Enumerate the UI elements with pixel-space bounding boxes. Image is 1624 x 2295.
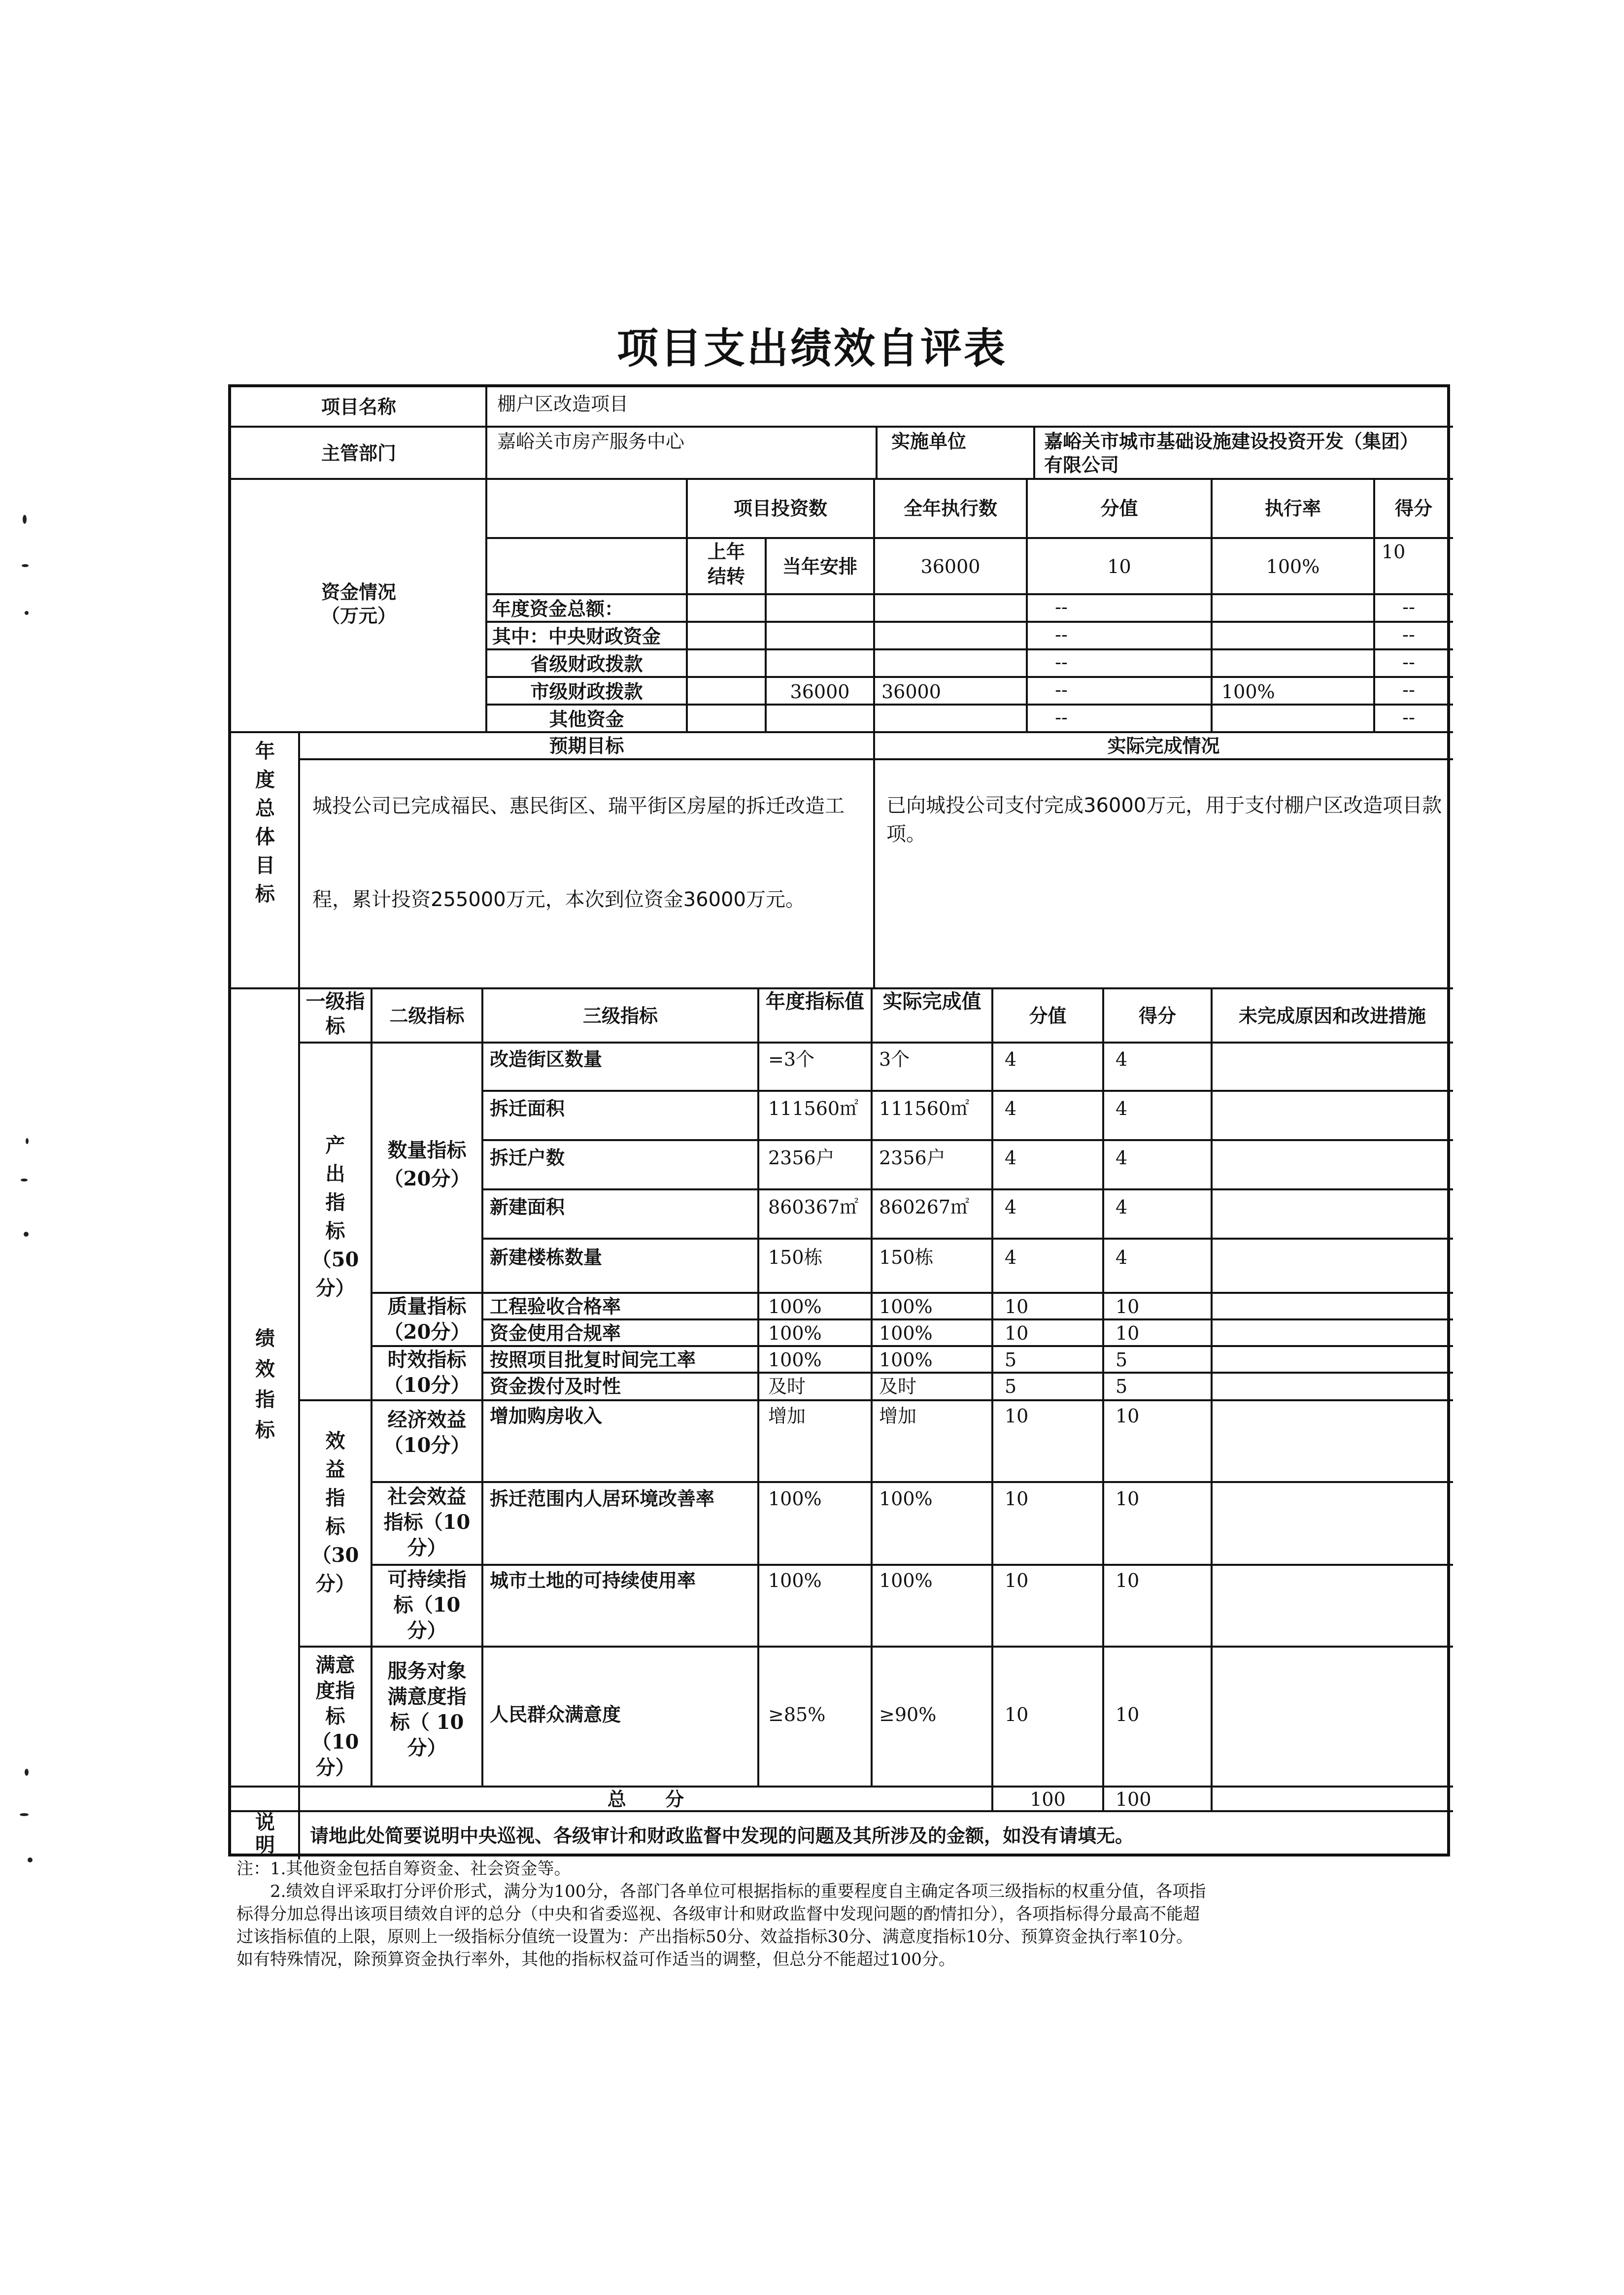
quality-indicator: 质量指标 （20分） <box>383 1295 471 1344</box>
funds-row-dash: -- <box>1055 651 1068 673</box>
exec-header: 全年执行数 <box>903 497 997 519</box>
satisfaction-indicator-label: 满意 度指 标 （10 分） <box>311 1654 359 1779</box>
footnote-line: 注：1.其他资金包括自筹资金、社会资金等。 <box>237 1859 571 1879</box>
funds-row-label: 市级财政拨款 <box>530 680 643 703</box>
funds-row-dash: -- <box>1402 651 1415 673</box>
score-header: 得分 <box>1394 497 1432 519</box>
unit-value-line2: 有限公司 <box>1044 454 1119 476</box>
output-indicator-label: 产 出 指 标 （50 分） <box>311 1134 359 1300</box>
score-col-header: 得分 <box>1138 1005 1176 1027</box>
project-name-label: 项目名称 <box>321 396 396 418</box>
benefit-indicator-label: 效 益 指 标 （30 分） <box>311 1429 359 1595</box>
perf-side-label: 绩 效 指 标 <box>255 1327 275 1442</box>
scan-speck <box>23 515 27 524</box>
footnote-line: 标得分加总得出该项目绩效自评的总分（中央和省委巡视、各级审计和财政监督中发现问题的酌情扣分），各项指标得分最高不能超 <box>237 1904 1200 1924</box>
actual-header: 实际完成值 <box>882 990 981 1013</box>
scan-speck <box>22 564 29 567</box>
summary-exec: 36000 <box>920 556 981 577</box>
dept-label: 主管部门 <box>321 442 396 464</box>
exec-rate-header: 执行率 <box>1264 497 1321 519</box>
funds-row-rate: 100% <box>1221 681 1275 703</box>
funds-row-exec: 36000 <box>881 681 941 703</box>
funds-row-label: 其他资金 <box>549 708 624 730</box>
dept-value: 嘉峪关市房产服务中心 <box>497 431 685 452</box>
timeliness-indicator: 时效指标 （10分） <box>383 1348 471 1397</box>
explain-label: 说 明 <box>255 1811 275 1856</box>
summary-score: 10 <box>1382 541 1406 563</box>
total-score: 100 <box>1116 1789 1151 1810</box>
funds-row-label: 省级财政拨款 <box>530 653 643 675</box>
this-year-header: 当年安排 <box>782 555 857 577</box>
total-label: 总 分 <box>607 1788 684 1810</box>
summary-exec-rate: 100% <box>1266 556 1320 577</box>
quantity-indicator: 数量指标 （20分） <box>383 1139 471 1190</box>
project-name-value: 棚户区改造项目 <box>497 393 629 415</box>
actual-status-header: 实际完成情况 <box>1107 735 1220 757</box>
funds-row-dash: -- <box>1402 679 1415 701</box>
scan-speck <box>26 1138 29 1144</box>
funds-row-dash: -- <box>1055 596 1068 618</box>
target-header: 年度指标值 <box>766 990 864 1013</box>
explain-text: 请地此处简要说明中央巡视、各级审计和财政监督中发现的问题及其所涉及的金额，如没有请填无。 <box>310 1824 1134 1847</box>
score-value-header: 分值 <box>1100 497 1138 519</box>
scan-speck <box>21 1179 28 1181</box>
funds-row-dash: -- <box>1402 707 1415 728</box>
funds-row-label: 年度资金总额： <box>492 598 624 620</box>
footnote-line: 如有特殊情况，除预算资金执行率外，其他的指标权益可作适当的调整，但总分不能超过100分。 <box>237 1950 955 1969</box>
social-benefit-indicator: 社会效益 指标（10 分） <box>383 1485 471 1559</box>
goals-side-label: 年 度 总 体 目 标 <box>255 740 275 906</box>
funds-row-dash: -- <box>1055 707 1068 728</box>
reason-col-header: 未完成原因和改进措施 <box>1238 1005 1426 1027</box>
funds-label: 资金情况 <box>321 581 396 603</box>
total-value: 100 <box>1030 1789 1066 1810</box>
invest-header: 项目投资数 <box>733 497 827 519</box>
sustainable-indicator: 可持续指 标（10 分） <box>387 1568 467 1642</box>
scan-speck <box>25 611 29 615</box>
footnote-line: 过该指标值的上限，原则上一级指标分值统一设置为：产出指标50分、效益指标30分、满意度指标10分、预算资金执行率10分。 <box>237 1927 1193 1947</box>
funds-row-label: 其中：中央财政资金 <box>492 625 661 647</box>
scan-speck <box>28 1857 33 1862</box>
last-year-header-2: 结转 <box>707 565 745 587</box>
economic-benefit-indicator: 经济效益 （10分） <box>383 1408 471 1457</box>
scan-speck <box>25 1769 29 1776</box>
funds-row-dash: -- <box>1402 596 1415 618</box>
page-title: 项目支出绩效自评表 <box>616 324 1007 372</box>
funds-row-dash: -- <box>1402 624 1415 645</box>
expected-goal-text: 城投公司已完成福民、惠民街区、瑞平街区房屋的拆迁改造工程，累计投资255000万元，本次到位资金36000万元。 <box>312 795 845 911</box>
footnote-line: 2.绩效自评采取打分评价形式，满分为100分，各部门各单位可根据指标的重要程度自主确定各项三级指标的权重分值，各项指 <box>237 1882 1206 1901</box>
footnotes <box>237 1857 1439 1971</box>
level3-header: 三级指标 <box>582 1005 658 1027</box>
unit-value-line1: 嘉峪关市城市基础设施建设投资开发（集团） <box>1044 430 1419 452</box>
scan-speck <box>20 1813 29 1816</box>
funds-row-dash: -- <box>1055 679 1068 701</box>
service-satisfaction-indicator: 服务对象 满意度指 标（ 10 分） <box>387 1659 467 1759</box>
score-value-col-header: 分值 <box>1029 1005 1067 1027</box>
last-year-header-1: 上年 <box>707 540 745 563</box>
unit-label: 实施单位 <box>891 430 967 452</box>
funds-row-dash: -- <box>1055 624 1068 645</box>
summary-score-value: 10 <box>1107 556 1131 577</box>
evaluation-table: 项目名称 棚户区改造项目 主管部门 嘉峪关市房产服务中心 实施单位 嘉峪关市城市基础设施建设投资开发（集团） 有限公司 资金情况 （万元） 项目投资数 全年执行数 分值 执行率 得分 上年 结转 当年安排 36000 10 100% 10 年度资金总额： -- -- 其中：中央财政资金 -- -- 省级财政拨款 -- -- 市级财政拨款 36000 36000 -- 100% -- 其他资金 -- -- 年 度 总 体 目 标 预期目标 实际完成情况 城投公司已完成福民、惠民街区、瑞平街区房屋的拆迁改造工程，累计投资255000万元，本次到位资金36000万元。 已向城投公司支付完成36000万元，用于支付棚户区改造项目款项。 绩 效 指 标 一级指标 二级指标 三级指标 年度指标值 实际完成值 分值 得分 未完成原因和改进措施 产 出 指 标 （50 分） 效 益 指 标 （30 分） 满意 度指 标 （10 分） 数量指标 （20分） 质量指标 （20分） 时效指标 （10分） 经济效益 （10分） 社会效益 指标（10 分） 可持续指 标（10 分） 服务对象 满意度指 标（ 10 分） 改造街区数量 =3个 3个 4 4 拆迁面积 111560㎡ 111560㎡ 4 4 拆迁户数 2356户 2356户 4 4 新建面积 860367㎡ 860267㎡ 4 4 新建楼栋数量 150栋 150栋 4 4 工程验收合格率 100% 100% 10 10 资金使用合规率 100% 100% 10 10 按照项目批复时间完工率 100% 100% 5 5 资金拨付及时性 及时 及时 5 5 增加购房收入 增加 增加 10 10 拆迁范围内人居环境改善率 100% 100% 10 10 城市土地的可持续使用率 100% 100% 10 10 人民群众满意度 ≥85% ≥90% 10 10 总 分 100 100 说 明 请地此处简要说明中央巡视、各级审计和财政监督中发现的问题及其所涉及的金额，如没有请填无。 <box>228 384 1450 1856</box>
level2-header: 二级指标 <box>389 1005 465 1027</box>
actual-status-text: 已向城投公司支付完成36000万元，用于支付棚户区改造项目款项。 <box>886 794 1442 845</box>
funds-unit-label: （万元） <box>321 605 396 627</box>
scan-speck <box>24 1232 29 1237</box>
expected-goal-header: 预期目标 <box>549 735 624 757</box>
funds-row-this-year: 36000 <box>790 681 850 703</box>
level1-header: 一级指标 <box>305 990 365 1038</box>
